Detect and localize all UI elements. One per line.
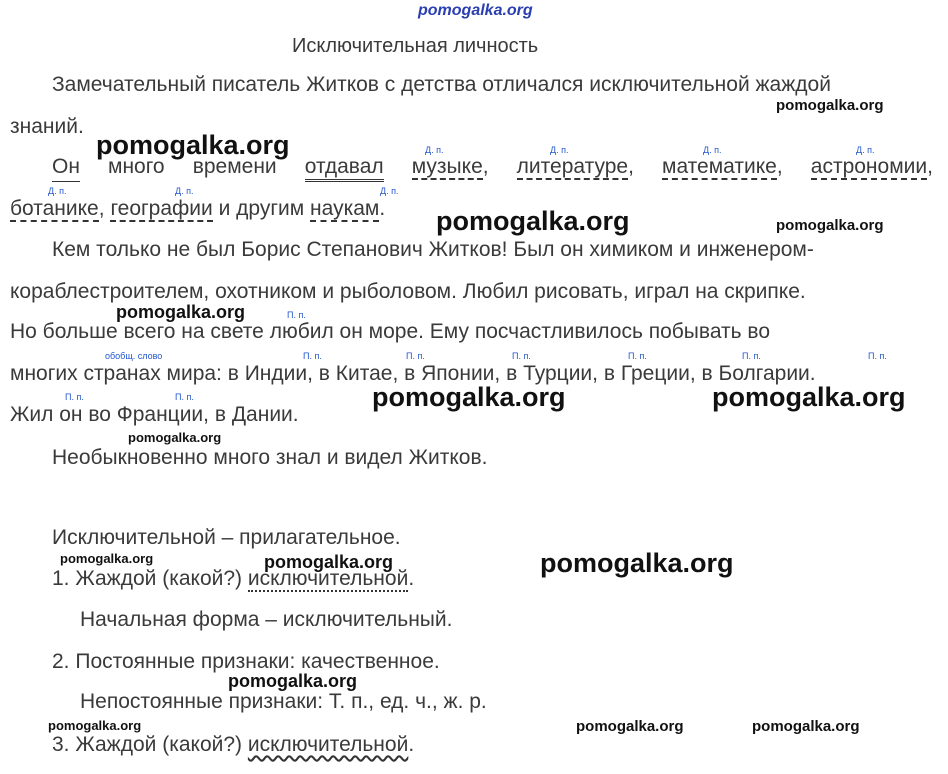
watermark: pomogalka.org [96, 130, 290, 160]
watermark: pomogalka.org [48, 718, 142, 733]
case-note: Д. п. [856, 145, 875, 155]
paragraph-1-line-1: Замечательный писатель Житков с детства отличался исключительной жаждой [52, 73, 831, 96]
watermark: pomogalka.org [116, 302, 246, 322]
case-note: Д. п. [175, 186, 194, 196]
analysis-item-2: 2. Постоянные признаки: качественное. [52, 650, 440, 673]
analysis-heading: Исключительной – прилагательное. [52, 526, 401, 549]
watermark: pomogalka.org [372, 382, 566, 412]
case-note: П. п. [406, 351, 425, 361]
word-object: наукам [310, 197, 380, 220]
case-note: Д. п. [380, 186, 399, 196]
case-note: Д. п. [425, 145, 444, 155]
watermark: pomogalka.org [128, 430, 222, 445]
case-note: П. п. [303, 351, 322, 361]
paragraph-3-line-3: Но больше всего на свете любил он море. Ему посчастливилось побывать во [10, 320, 771, 343]
analysis-item-1: 1. Жаждой (какой?) исключительной. [52, 567, 415, 590]
watermark: pomogalka.org [436, 206, 630, 236]
watermark: pomogalka.org [228, 671, 358, 691]
case-note: Д. п. [703, 145, 722, 155]
case-note: П. п. [742, 351, 761, 361]
word: времени [192, 155, 277, 178]
case-note: Д. п. [550, 145, 569, 155]
analysis-item-2b: Непостоянные признаки: Т. п., ед. ч., ж. р. [80, 690, 487, 713]
case-note: П. п. [628, 351, 647, 361]
paragraph-3-line-1: Кем только не был Борис Степанович Житков! Был он химиком и инженером- [52, 238, 814, 261]
word-object: астрономии, [810, 155, 933, 178]
paragraph-3-line-2: кораблестроителем, охотником и рыболовом. Любил рисовать, играл на скрипке. [10, 280, 806, 303]
watermark: pomogalka.org [776, 217, 884, 234]
word: и другим [218, 197, 305, 220]
case-note: П. п. [512, 351, 531, 361]
watermark: pomogalka.org [712, 382, 906, 412]
case-note: П. п. [287, 310, 306, 320]
watermark: pomogalka.org [60, 551, 154, 566]
document-title: Исключительная личность [292, 35, 539, 57]
paragraph-2-line-2: ботанике, географии и другим наукам. [10, 197, 386, 220]
case-note: обобщ. слово [105, 351, 163, 361]
watermark: pomogalka.org [576, 718, 684, 735]
word: много [108, 155, 165, 178]
case-note: П. п. [65, 392, 84, 402]
watermark: pomogalka.org [776, 97, 884, 114]
watermark: pomogalka.org [752, 718, 860, 735]
word-object: литературе, [516, 155, 634, 178]
header-watermark: pomogalka.org [418, 2, 533, 19]
paragraph-4: Необыкновенно много знал и видел Житков. [52, 446, 488, 469]
word-object: музыке, [411, 155, 489, 178]
case-note: П. п. [868, 351, 887, 361]
paragraph-3-line-4: многих странах мира: в Индии, в Китае, в Японии, в Турции, в Греции, в Болгарии. [10, 362, 816, 385]
case-note: П. п. [175, 392, 194, 402]
paragraph-1-line-2: знаний. [10, 115, 84, 138]
analysis-item-1b: Начальная форма – исключительный. [80, 608, 453, 631]
word-object: географии [110, 197, 213, 220]
word-attribute: исключительной [247, 567, 409, 590]
word-object: ботанике [10, 197, 99, 220]
word-attribute: исключительной [247, 733, 409, 756]
watermark: pomogalka.org [264, 552, 394, 572]
watermark: pomogalka.org [540, 548, 734, 578]
case-note: Д. п. [48, 186, 67, 196]
word-subject: Он [52, 155, 80, 182]
paragraph-3-line-5: Жил он во Франции, в Дании. [10, 403, 299, 426]
word-object: математике, [662, 155, 783, 178]
word-predicate: отдавал [305, 155, 384, 182]
analysis-item-3: 3. Жаждой (какой?) исключительной. [52, 733, 415, 756]
